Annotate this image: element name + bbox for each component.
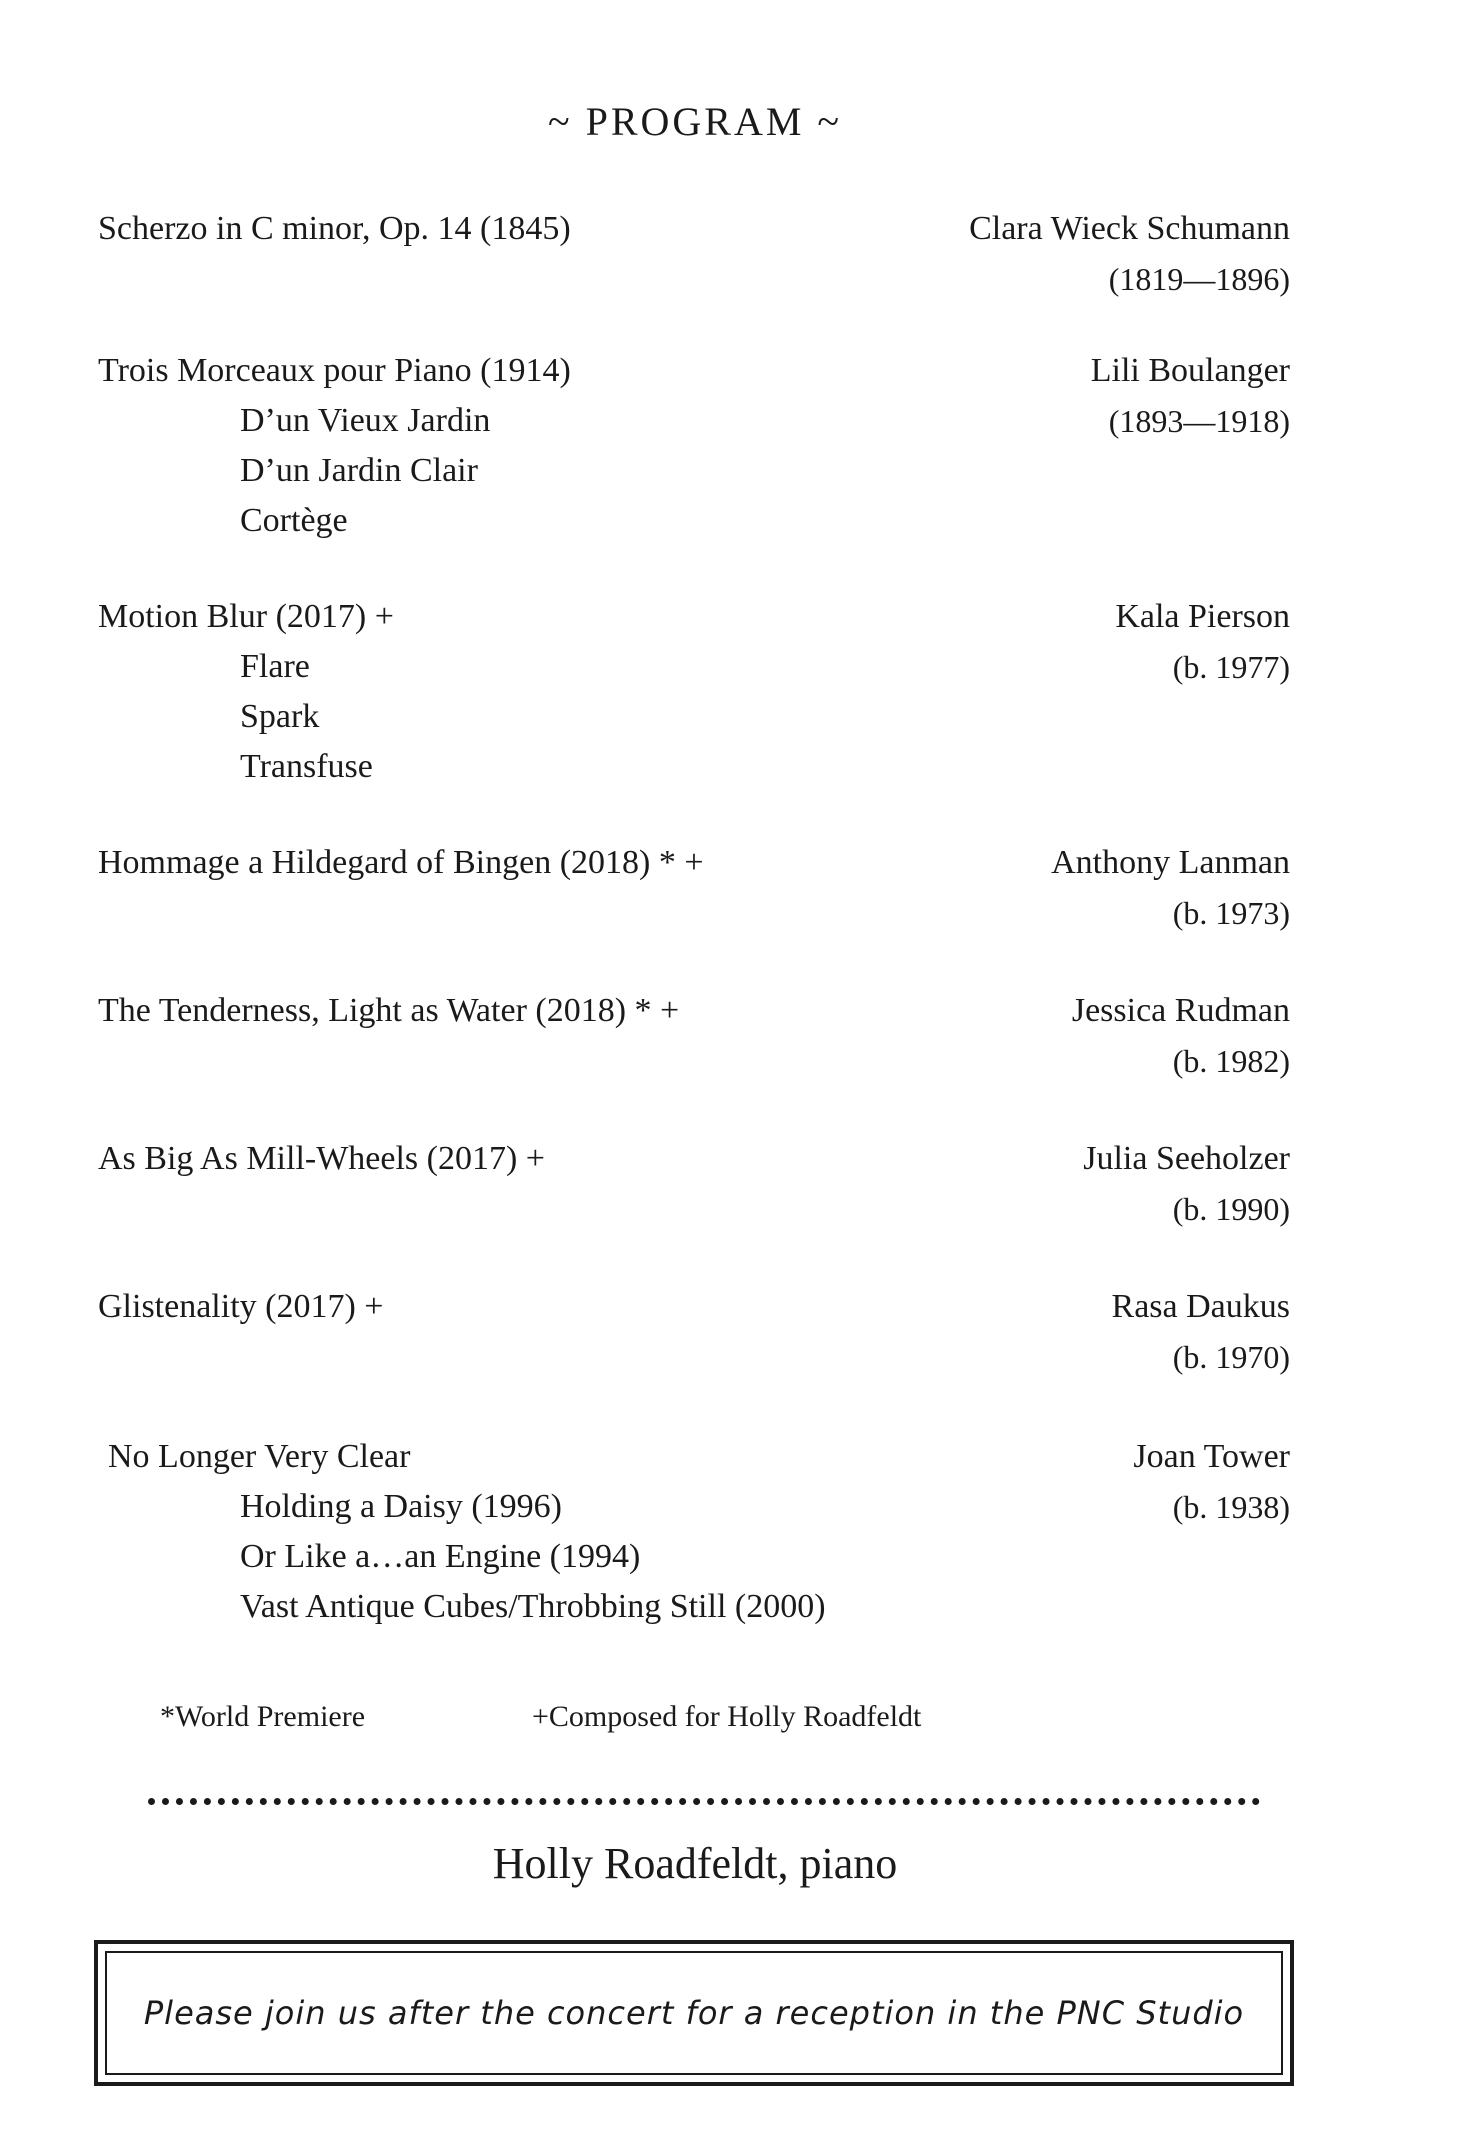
legend-world-premiere: *World Premiere xyxy=(160,1700,366,1733)
composer-name: Anthony Lanman xyxy=(1051,844,1290,881)
program-heading: ~ PROGRAM ~ xyxy=(547,99,843,144)
composer-name: Jessica Rudman xyxy=(1071,992,1290,1029)
piece-title: Motion Blur (2017) + xyxy=(98,598,394,635)
piece-title: Hommage a Hildegard of Bingen (2018) * + xyxy=(98,844,704,881)
movement-title: D’un Vieux Jardin xyxy=(240,402,491,439)
composer-dates: (1819—1896) xyxy=(1108,261,1290,297)
movement-title: Transfuse xyxy=(240,748,373,785)
composer-dates: (b. 1970) xyxy=(1172,1339,1290,1375)
movement-title: D’un Jardin Clair xyxy=(240,452,478,489)
composer-dates: (b. 1977) xyxy=(1172,649,1290,685)
composer-dates: (1893—1918) xyxy=(1108,403,1290,439)
movement-title: Cortège xyxy=(240,502,348,539)
composer-dates: (b. 1973) xyxy=(1172,895,1290,931)
piece-title: As Big As Mill-Wheels (2017) + xyxy=(98,1140,545,1177)
reception-notice-inner-border xyxy=(105,1951,1283,2075)
piece-title: Trois Morceaux pour Piano (1914) xyxy=(98,352,571,389)
composer-dates: (b. 1990) xyxy=(1172,1191,1290,1227)
piece-title: No Longer Very Clear xyxy=(108,1438,411,1475)
movement-list xyxy=(240,642,373,792)
composer-name: Clara Wieck Schumann xyxy=(969,210,1290,247)
composer-name: Kala Pierson xyxy=(1115,598,1290,635)
movement-title: Flare xyxy=(240,648,310,685)
movement-list xyxy=(240,396,490,546)
composer-name: Joan Tower xyxy=(1133,1438,1290,1475)
legend-composed-for: +Composed for Holly Roadfeldt xyxy=(532,1700,922,1733)
reception-notice-text: Please join us after the concert for a reception in the PNC Studio xyxy=(143,1994,1245,2032)
movement-title: Vast Antique Cubes/Throbbing Still (2000) xyxy=(240,1588,826,1625)
movement-title: Or Like a…an Engine (1994) xyxy=(240,1538,641,1575)
composer-dates: (b. 1938) xyxy=(1172,1489,1290,1525)
composer-name: Rasa Daukus xyxy=(1111,1288,1290,1325)
movement-list xyxy=(240,1482,826,1632)
reception-notice-box xyxy=(94,1940,1294,2086)
piece-title: Scherzo in C minor, Op. 14 (1845) xyxy=(98,210,571,247)
dotted-divider xyxy=(148,1798,1260,1805)
movement-title: Spark xyxy=(240,698,320,735)
piece-title: The Tenderness, Light as Water (2018) * + xyxy=(98,992,680,1029)
performer-credit: Holly Roadfeldt, piano xyxy=(492,1839,898,1888)
composer-name: Lili Boulanger xyxy=(1090,352,1290,389)
composer-name: Julia Seeholzer xyxy=(1083,1140,1290,1177)
movement-title: Holding a Daisy (1996) xyxy=(240,1488,563,1525)
piece-title: Glistenality (2017) + xyxy=(98,1288,384,1325)
composer-dates: (b. 1982) xyxy=(1172,1043,1290,1079)
